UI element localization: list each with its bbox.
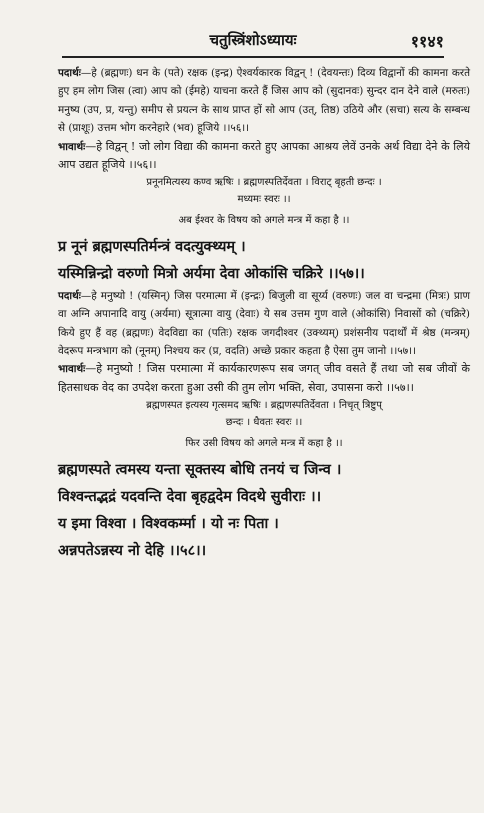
page-number: ११४१ xyxy=(410,32,444,51)
chapter-title: चतुस्त्रिंशोऽध्यायः xyxy=(209,31,297,49)
page-body xyxy=(58,64,470,564)
padartha-label: पदार्थः xyxy=(58,67,81,79)
header-rule xyxy=(62,56,444,58)
mantra-line: ब्रह्मणस्पते त्वमस्य यन्ता सूक्तस्य बोधि तनयं च जिन्व । xyxy=(58,460,342,478)
mantra-line: यस्मिन्निन्द्रो वरुणो मित्रो अर्यमा देवा ओकांसि चक्रिरे ।।५७।। xyxy=(58,264,365,282)
mantra-line: विश्वन्तद्भद्रं यदवन्ति देवा बृहद्वदेम विदथे सुवीराः ।। xyxy=(58,487,322,505)
bhavartha-label: भावार्थः xyxy=(58,363,86,376)
mantra-line: य इमा विश्वा । विश्वकर्म्मा । यो नः पिता । xyxy=(58,514,279,532)
bhavartha-paragraph-56 xyxy=(58,138,470,175)
rishi-devata-line: ब्रह्मणस्पत इत्यस्य गृत्समद ऋषिः । ब्रह्मणस्पतिर्देवता । निचृत् त्रिष्टुप् xyxy=(146,400,382,412)
rishi-devata-line: प्रनूनमित्यस्य कण्व ऋषिः । ब्रह्मणस्पतिर्देवता । विराट् बृहती छन्दः । xyxy=(146,177,382,189)
padartha-text: —हे (ब्रह्मणः) धन के (पते) रक्षक (इन्द्र) ऐश्वर्यकारक विद्वन् ! (देवयन्तः) दिव्य विद्वानों की कामना करते हुए हम लोग जिस (त्वा) आप को (ईमहे) याचना करते हैं जिस आप को (सुदानवः) सुन्दर दान देने वाले (मरुतः) मनुष्य (उप, प्र, यन्तु) समीप से प्रयत्न के साथ प्राप्त हों सो आप (उत्, तिष्ठ) उठिये और (सचा) सत्य के सम्बन्ध से (प्राशूः) उत्तम भोग करनेहारे (भव) हूजिये ।।५६।। xyxy=(58,67,470,135)
padartha-text: —हे मनुष्यो ! (यस्मिन्) जिस परमात्मा में (इन्द्रः) बिजुली वा सूर्य्य (वरुणः) जल वा चन्द्रमा (मित्रः) प्राण वा अग्नि अपानादि वायु (अर्यमा) सूत्रात्मा वायु (देवाः) ये सब उत्तम गुण वाले (ओकांसि) निवासों को (चक्रिरे) किये हुए हैं वह (ब्रह्मणः) वेदविद्या का (पतिः) रक्षक जगदीश्वर (उक्थ्यम्) प्रशंसनीय पदार्थों में श्रेष्ठ (मन्त्रम्) वेदरूप मन्त्रभाग को (नूनम्) निश्चय कर (प्र, वदति) अच्छे प्रकार कहता है ऐसा तुम जानो ।।५७।। xyxy=(58,289,470,358)
padartha-label: पदार्थः xyxy=(58,289,81,302)
mantra-intro: अब ईश्वर के विषय को अगले मन्त्र में कहा है ।। xyxy=(178,215,350,227)
padartha-paragraph-57 xyxy=(58,287,470,361)
mantra-line: प्र नूनं ब्रह्मणस्पतिर्मन्त्रं वदत्युक्थ्यम् । xyxy=(58,237,246,255)
svara-line: मध्यमः स्वरः ।। xyxy=(237,194,291,206)
chhanda-svara-line: छन्दः । धैवतः स्वरः ।। xyxy=(225,417,303,429)
padartha-paragraph-56 xyxy=(58,64,470,138)
bhavartha-text: —हे मनुष्यो ! जिस परमात्मा में कार्यकारणरूप सब जगत् जीव वसते हैं तथा जो सब जीवों के हितसाधक वेद का उपदेश करता हुआ उसी की तुम लोग भक्ति, सेवा, उपासना करो ।।५७।। xyxy=(58,362,470,394)
mantra-intro: फिर उसी विषय को अगले मन्त्र में कहा है ।। xyxy=(185,438,343,450)
bhavartha-paragraph-57 xyxy=(58,360,470,397)
mantra-line: अन्नपतेऽन्नस्य नो देहि ।।५८।। xyxy=(58,541,207,559)
page-header xyxy=(62,30,444,56)
bhavartha-label: भावार्थः xyxy=(58,140,86,153)
bhavartha-text: —हे विद्वन् ! जो लोग विद्या की कामना करते हुए आपका आश्रय लेवें उनके अर्थ विद्या देने के लिये आप उद्यत हूजिये ।।५६।। xyxy=(58,139,470,172)
